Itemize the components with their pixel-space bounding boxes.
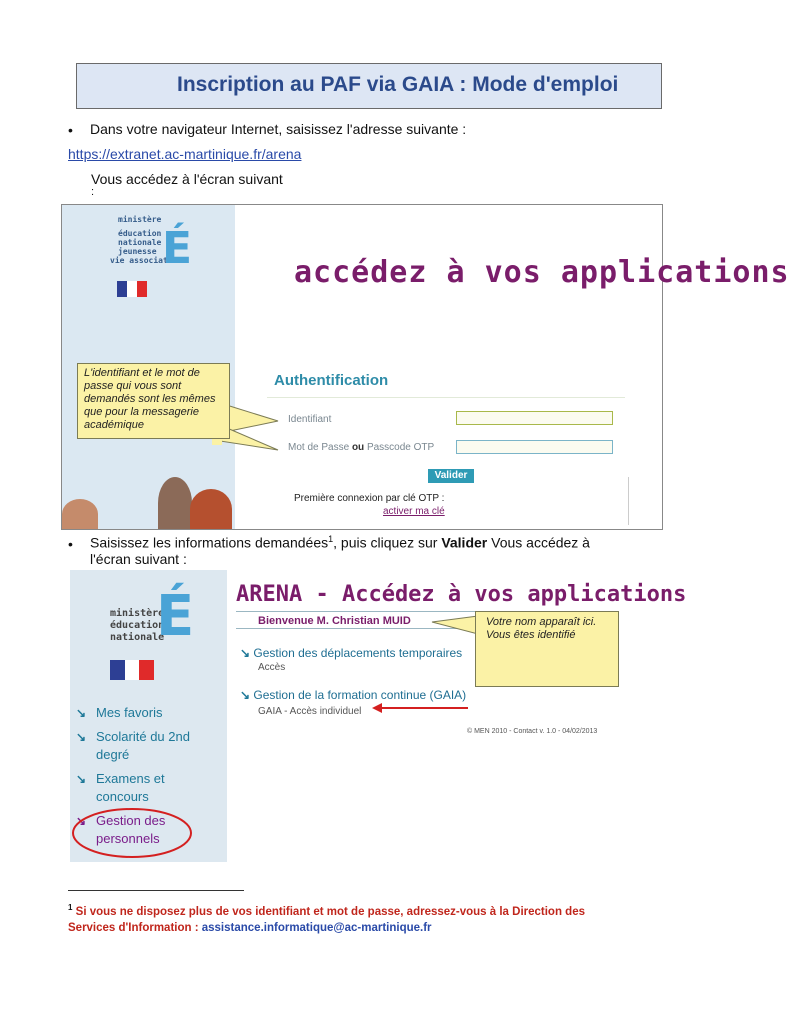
french-flag-icon (110, 660, 154, 680)
login-screenshot (61, 204, 790, 530)
footnote-text: Si vous ne disposez plus de vos identifiant et mot de passe, adressez-vous à la Direction des Services d'Information : (68, 905, 585, 934)
arrow-icon: ↘ (240, 688, 251, 702)
nav-label-line2: personnels (96, 831, 160, 846)
assistance-email[interactable]: assistance.informatique@ac-martinique.fr (201, 921, 432, 934)
step1-instruction: Dans votre navigateur Internet, saisissez l'adresse suivante : (90, 121, 467, 137)
ministry-label: nationale (118, 238, 162, 247)
nav-examens[interactable] (76, 770, 165, 806)
nav-scolarite[interactable] (76, 728, 190, 764)
password-label-part2: Passcode OTP (366, 442, 435, 453)
arrow-icon: ↘ (76, 730, 87, 744)
step2-instruction (90, 534, 590, 551)
footnote (68, 900, 628, 936)
document-title: Inscription au PAF via GAIA : Mode d'emploi (177, 73, 619, 96)
footnote-separator (68, 890, 244, 891)
people-photo (190, 489, 232, 529)
people-photo (158, 477, 192, 529)
password-label-or: ou (351, 442, 365, 453)
red-arrow-icon (370, 700, 470, 716)
step2-valider: Valider (441, 534, 488, 551)
arena-screenshot (70, 570, 687, 862)
ministry-label: ministère (118, 215, 162, 224)
ministry-label: jeunesse (118, 247, 157, 256)
french-flag-icon (117, 281, 147, 297)
auth-title: Authentification (274, 372, 389, 389)
arena-title: ARENA - Accédez à vos applications (236, 582, 687, 607)
nav-label-line2: concours (96, 789, 149, 804)
password-label (288, 442, 434, 453)
people-photo (62, 499, 98, 529)
otp-text: Première connexion par clé OTP : (294, 493, 445, 504)
ministry-label: vie associative (110, 256, 183, 265)
section-title: Gestion de la formation continue (GAIA) (253, 688, 467, 702)
section-deplacements[interactable] (240, 646, 462, 660)
bullet-1: • (68, 122, 73, 138)
ministry-label: ministère (110, 608, 165, 619)
nav-label: Examens et (96, 771, 165, 786)
nav-label: Mes favoris (96, 705, 163, 720)
ministry-e-logo: É (162, 223, 193, 274)
identifiant-input[interactable] (456, 411, 613, 425)
arrow-icon: ↘ (76, 772, 87, 786)
gaia-individual-link[interactable]: GAIA - Accès individuel (258, 706, 362, 717)
ministry-label: éducation (110, 620, 165, 631)
highlight-ellipse (70, 806, 198, 862)
arrow-icon: ↘ (240, 646, 251, 660)
panel-edge (628, 477, 629, 525)
nav-label: Gestion des (96, 813, 166, 828)
section-title: Gestion des déplacements temporaires (253, 646, 463, 660)
ministry-label: éducation (118, 229, 162, 238)
login-slogan: accédez à vos applications (294, 255, 790, 290)
nav-mes-favoris[interactable] (76, 704, 162, 722)
step2-text-after: Vous accédez à (487, 534, 590, 551)
ministry-e-logo: É (156, 584, 195, 649)
activate-key-link[interactable]: activer ma clé (383, 506, 445, 517)
step2-line2: l'écran suivant : (90, 551, 187, 567)
nav-label-line2: degré (96, 747, 130, 762)
step2-text-mid: , puis cliquez sur (333, 534, 442, 551)
arrow-icon: ↘ (76, 706, 87, 720)
ministry-label: nationale (110, 632, 165, 643)
identified-callout: Votre nom apparaît ici. Vous êtes identifié (475, 611, 619, 687)
welcome-text: Bienvenue M. Christian MUID (258, 615, 411, 627)
footnote-number: 1 (68, 903, 73, 912)
footnote-ref: 1 (328, 534, 334, 544)
step2-text-before: Saisissez les informations demandées (90, 534, 329, 551)
nav-label: Scolarité du 2nd (96, 729, 190, 744)
auth-divider (267, 397, 625, 398)
section-sub-acces[interactable]: Accès (258, 662, 286, 673)
step1-follow-colon: : (91, 186, 95, 198)
arrow-icon: ↘ (76, 814, 87, 828)
step1-follow-text: Vous accédez à l'écran suivant (91, 171, 283, 187)
password-label-part1: Mot de Passe (288, 442, 350, 453)
bullet-2: • (68, 536, 73, 552)
arena-footer: © MEN 2010 - Contact v. 1.0 - 04/02/2013 (467, 728, 598, 735)
arena-url-link[interactable]: https://extranet.ac-martinique.fr/arena (68, 146, 302, 162)
valider-button[interactable]: Valider (428, 469, 474, 483)
document-title-box (76, 63, 662, 109)
password-input[interactable] (456, 440, 613, 454)
identifiant-label: Identifiant (288, 414, 332, 425)
credentials-callout: L'identifiant et le mot de passe qui vous sont demandés sont les mêmes que pour la messagerie académique (77, 363, 230, 439)
